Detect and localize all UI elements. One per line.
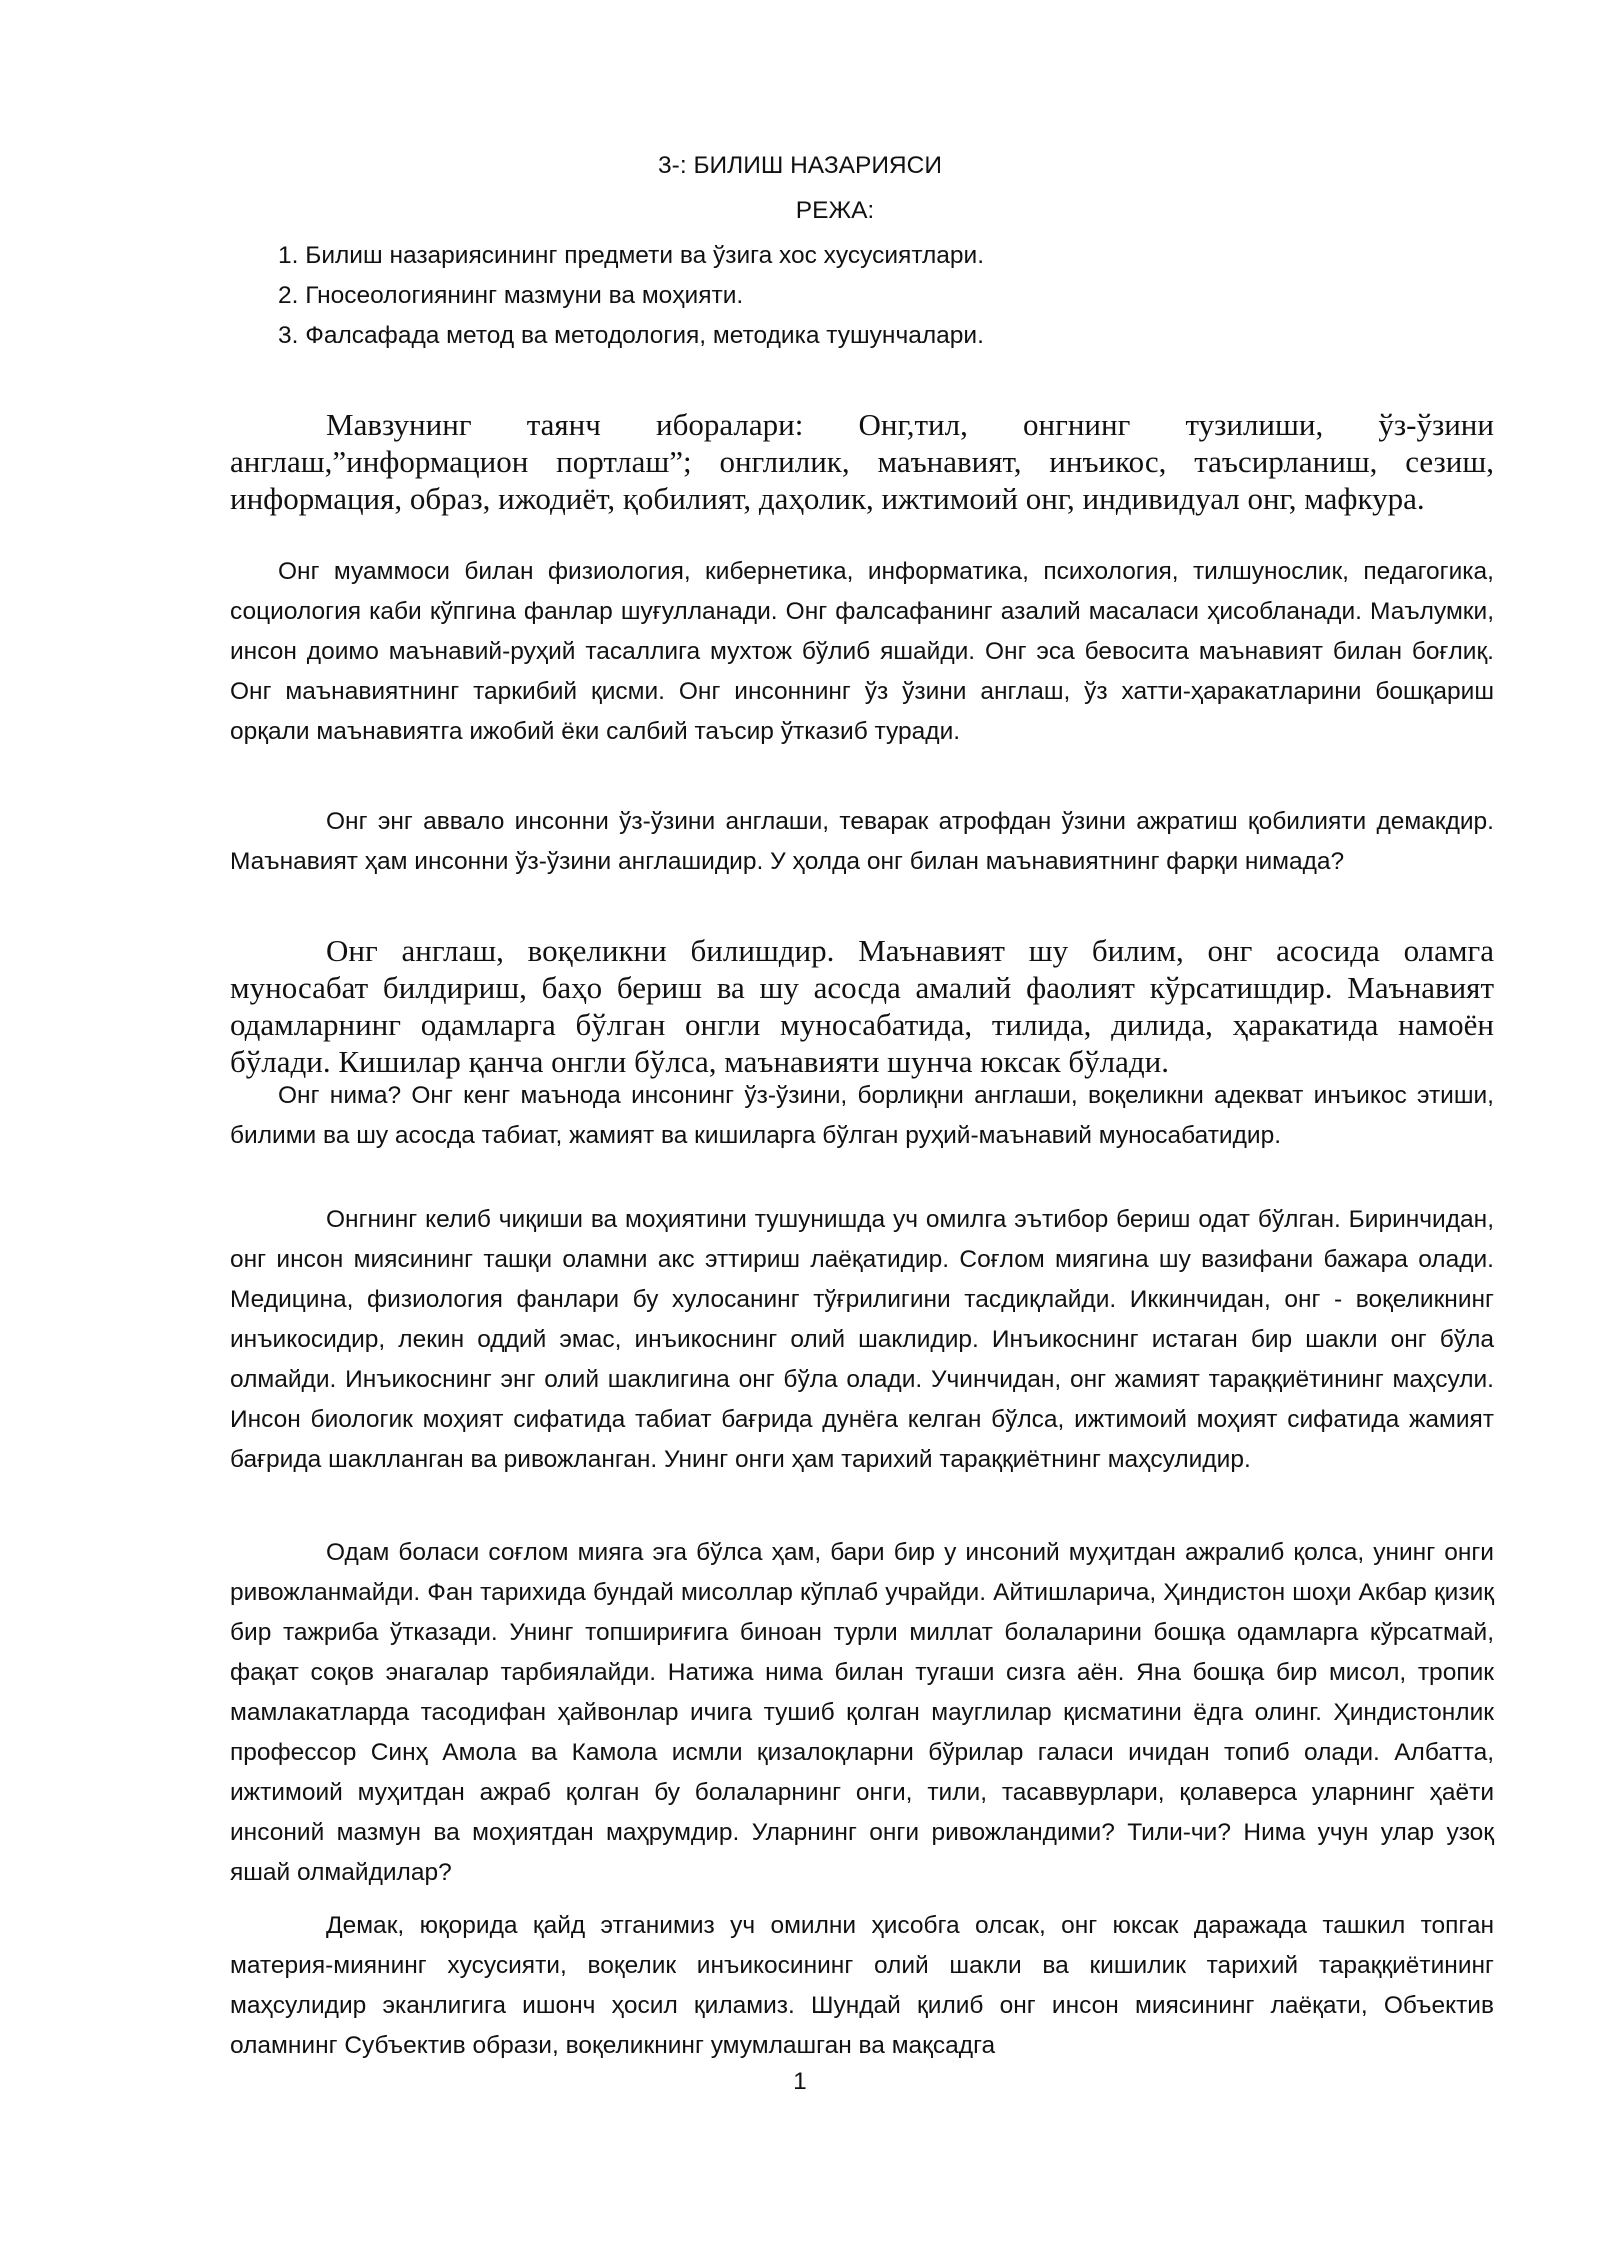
body-paragraph-serif: Онг англаш, воқеликни билишдир. Маънавият шу билим, онг асосида оламга муносабат билдириш, баҳо бериш ва шу асосда амалий фаолият кўрсатишдир. Маънавият одамларнинг одамларга бўлган онгли муносабатида, тилида, дилида, ҳаракатида намоён бўлади. Кишилар қанча онгли бўлса, маънавияти шунча юксак бўлади.: [230, 933, 1494, 1079]
body-paragraph: Одам боласи соғлом мияга эга бўлса ҳам, бари бир у инсоний муҳитдан ажралиб қолса, унинг онги ривожланмайди. Фан тарихида бундай мисоллар кўплаб учрайди. Айтишларича, Ҳиндистон шоҳи Акбар қизиқ бир тажриба ўтказади. Унинг топшириғига биноан турли миллат болаларини бошқа одамларга кўрсатмай, фақат соқов энагалар тарбиялайди. Натижа нима билан тугаши сизга аён. Яна бошқа бир мисол, тропик мамлакатларда тасодифан ҳайвонлар ичига тушиб қолган мауглилар қисматини ёдга олинг. Ҳиндистонлик профессор Синҳ Амола ва Камола исмли қизалоқларни бўрилар галаси ичидан топиб олади. Албатта, ижтимоий муҳитдан ажраб қолган бу болаларнинг онги, тили, тасаввурлари, қолаверса уларнинг ҳаёти инсоний мазмун ва моҳиятдан маҳрумдир. Уларнинг онги ривожландими? Тили-чи? Нима учун улар узоқ яшай олмайдилар?: [230, 1539, 1494, 1886]
plan-item: 3. Фалсафада метод ва методология, методика тушунчалари.: [278, 322, 984, 349]
keywords-paragraph: Мавзунинг таянч иборалари: Онг,тил, онгнинг тузилиши, ўз-ўзини англаш,”информацион портлаш”; онглилик, маънавият, инъикос, таъсирланиш, сезиш, информация, образ, ижодиёт, қобилият, даҳолик, ижтимоий онг, индивидуал онг, мафкура.: [230, 407, 1494, 516]
plan-item: 1. Билиш назариясининг предмети ва ўзига хос хусусиятлари.: [278, 242, 985, 269]
plan-heading: РЕЖА:: [795, 197, 875, 224]
body-paragraph: Онг нима? Онг кенг маънода инсонинг ўз-ўзини, борлиқни англаши, воқеликни адекват инъикос этиши, билими ва шу асосда табиат, жамият ва кишиларга бўлган руҳий-маънавий муносабатидир.: [230, 1082, 1494, 1149]
plan-item: 2. Гносеологиянинг мазмуни ва моҳияти.: [278, 282, 744, 309]
document-title: 3-: БИЛИШ НАЗАРИЯСИ: [658, 152, 942, 179]
plan-list: [278, 236, 1478, 356]
body-paragraph: Онг муаммоси билан физиология, кибернетика, информатика, психология, тилшунослик, педагогика, социология каби кўпгина фанлар шуғулланади. Онг фалсафанинг азалий масаласи ҳисобланади. Маълумки, инсон доимо маънавий-руҳий тасаллига мухтож бўлиб яшайди. Онг эса бевосита маънавият билан боғлиқ. Онг маънавиятнинг таркибий қисми. Онг инсоннинг ўз ўзини англаш, ўз хатти-ҳаракатларини бошқариш орқали маънавиятга ижобий ёки салбий таъсир ўтказиб туради.: [230, 558, 1494, 745]
body-paragraph: Демак, юқорида қайд этганимиз уч омилни ҳисобга олсак, онг юксак даражада ташкил топган материя-миянинг хусусияти, воқелик инъикосининг олий шакли ва кишилик тарихий тараққиётининг маҳсулидир эканлигига ишонч ҳосил қиламиз. Шундай қилиб онг инсон миясининг лаёқати, Объектив оламнинг Субъектив образи, воқеликнинг умумлашган ва мақсадга: [230, 1912, 1494, 2059]
body-paragraph: Онгнинг келиб чиқиши ва моҳиятини тушунишда уч омилга эътибор бериш одат бўлган. Биринчидан, онг инсон миясининг ташқи оламни акс эттириш лаёқатидир. Соғлом миягина шу вазифани бажара олади. Медицина, физиология фанлари бу хулосанинг тўғрилигини тасдиқлайди. Иккинчидан, онг - воқеликнинг инъикосидир, лекин оддий эмас, инъикоснинг олий шаклидир. Инъикоснинг истаган бир шакли онг бўла олмайди. Инъикоснинг энг олий шаклигина онг бўла олади. Учинчидан, онг жамият тараққиётининг маҳсули. Инсон биологик моҳият сифатида табиат бағрида дунёга келган бўлса, ижтимоий моҳият сифатида жамият бағрида шаклланган ва ривожланган. Унинг онги ҳам тарихий тараққиётнинг маҳсулидир.: [230, 1206, 1494, 1473]
body-paragraph: Онг энг аввало инсонни ўз-ўзини англаши, теварак атрофдан ўзини ажратиш қобилияти демакдир. Маънавият ҳам инсонни ўз-ўзини англашидир. У ҳолда онг билан маънавиятнинг фарқи нимада?: [230, 808, 1494, 875]
page-number: 1: [793, 2068, 807, 2095]
